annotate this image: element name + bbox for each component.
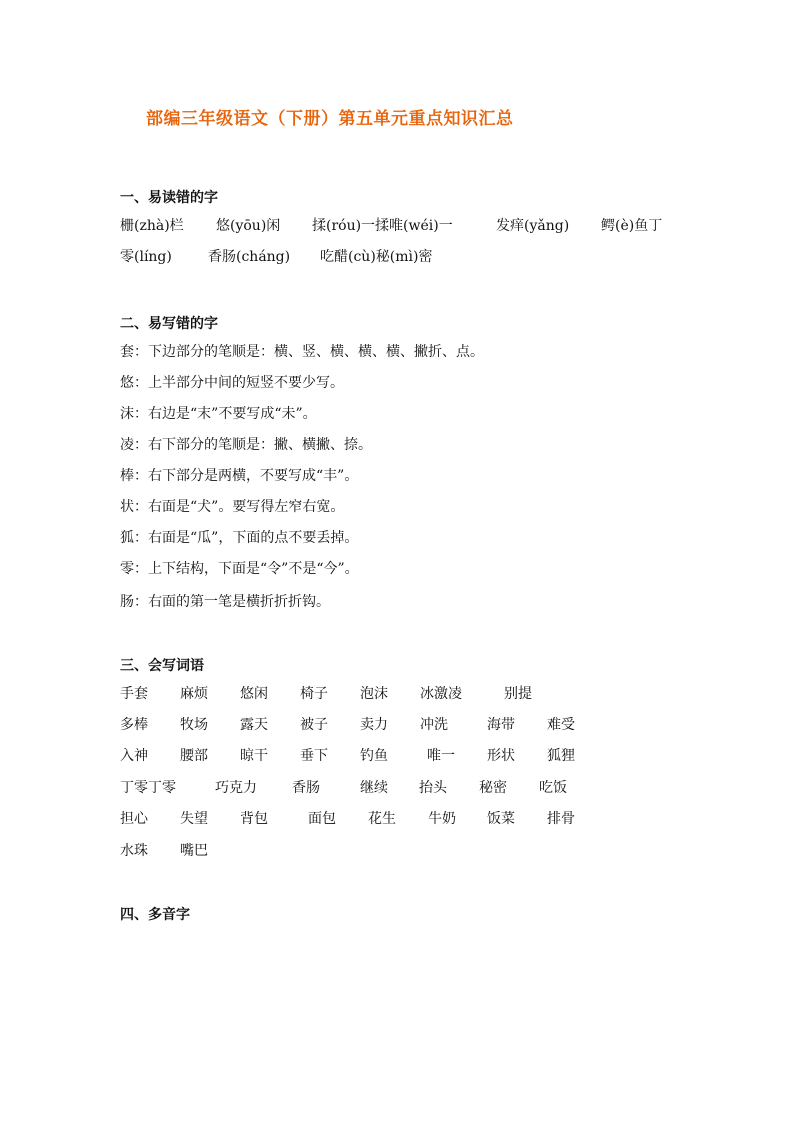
section-heading-miswritten-characters: 二、易写错的字	[120, 316, 218, 332]
vocab-word: 多棒	[120, 717, 148, 733]
vocab-word: 麻烦	[180, 686, 208, 702]
miswritten-note: 凌：右下部分的笔顺是：撇、横撇、捺。	[120, 437, 372, 453]
vocab-word: 冲洗	[420, 717, 448, 733]
vocab-word: 唯一	[427, 748, 455, 764]
miswritten-note: 状：右面是“犬”。要写得左窄右宽。	[120, 499, 345, 515]
vocab-word: 垂下	[300, 748, 328, 764]
misread-item: 零(líng)	[120, 249, 172, 265]
miswritten-note: 肠：右面的第一笔是横折折折钩。	[120, 594, 330, 610]
miswritten-note: 沫：右边是“末”不要写成“未”。	[120, 406, 317, 422]
vocab-word: 钓鱼	[360, 748, 388, 764]
misread-item: 发痒(yǎng)	[496, 218, 570, 234]
vocab-word: 背包	[240, 811, 268, 827]
misread-item: 鳄(è)鱼丁	[601, 218, 663, 234]
vocab-word: 担心	[120, 811, 148, 827]
misread-item: 揉(róu)一揉唯(wéi)一	[312, 218, 453, 234]
vocab-word: 形状	[487, 748, 515, 764]
miswritten-note: 套：下边部分的笔顺是：横、竖、横、横、横、撇折、点。	[120, 344, 484, 360]
document-title: 部编三年级语文（下册）第五单元重点知识汇总	[146, 109, 514, 129]
miswritten-note: 狐：右面是“瓜”，下面的点不要丢掉。	[120, 530, 359, 546]
vocab-word: 继续	[360, 780, 388, 796]
vocab-word: 泡沫	[360, 686, 388, 702]
section-heading-misread-characters: 一、易读错的字	[120, 190, 218, 206]
vocab-word: 抬头	[419, 780, 447, 796]
vocab-word: 椅子	[300, 686, 328, 702]
miswritten-note: 零：上下结构，下面是“令”不是“今”。	[120, 561, 359, 577]
vocab-word: 露天	[240, 717, 268, 733]
vocab-word: 海带	[487, 717, 515, 733]
vocab-word: 丁零丁零	[120, 780, 176, 796]
vocab-word: 香肠	[292, 780, 320, 796]
vocab-word: 嘴巴	[180, 843, 208, 859]
vocab-word: 巧克力	[215, 780, 257, 796]
vocab-word: 被子	[300, 717, 328, 733]
vocab-word: 晾干	[240, 748, 268, 764]
vocab-word: 排骨	[547, 811, 575, 827]
vocab-word: 花生	[368, 811, 396, 827]
section-heading-vocabulary: 三、会写词语	[120, 658, 204, 674]
vocab-word: 入神	[120, 748, 148, 764]
vocab-word: 牧场	[180, 717, 208, 733]
vocab-word: 秘密	[479, 780, 507, 796]
vocab-word: 腰部	[180, 748, 208, 764]
vocab-word: 吃饭	[539, 780, 567, 796]
vocab-word: 手套	[120, 686, 148, 702]
miswritten-note: 悠：上半部分中间的短竖不要少写。	[120, 375, 344, 391]
vocab-word: 悠闲	[240, 686, 268, 702]
vocab-word: 难受	[547, 717, 575, 733]
vocab-word: 卖力	[360, 717, 388, 733]
section-heading-polyphonic-characters: 四、多音字	[120, 907, 190, 923]
miswritten-note: 棒：右下部分是两横，不要写成“丰”。	[120, 468, 359, 484]
vocab-word: 面包	[308, 811, 336, 827]
vocab-word: 冰激凌	[420, 686, 462, 702]
vocab-word: 水珠	[120, 843, 148, 859]
misread-item: 吃醋(cù)秘(mì)密	[320, 249, 433, 265]
misread-item: 香肠(cháng)	[208, 249, 291, 265]
vocab-word: 狐狸	[547, 748, 575, 764]
vocab-word: 饭菜	[487, 811, 515, 827]
misread-item: 栅(zhà)栏	[120, 218, 184, 234]
misread-item: 悠(yōu)闲	[216, 218, 281, 234]
vocab-word: 失望	[180, 811, 208, 827]
vocab-word: 牛奶	[428, 811, 456, 827]
vocab-word: 别提	[504, 686, 532, 702]
